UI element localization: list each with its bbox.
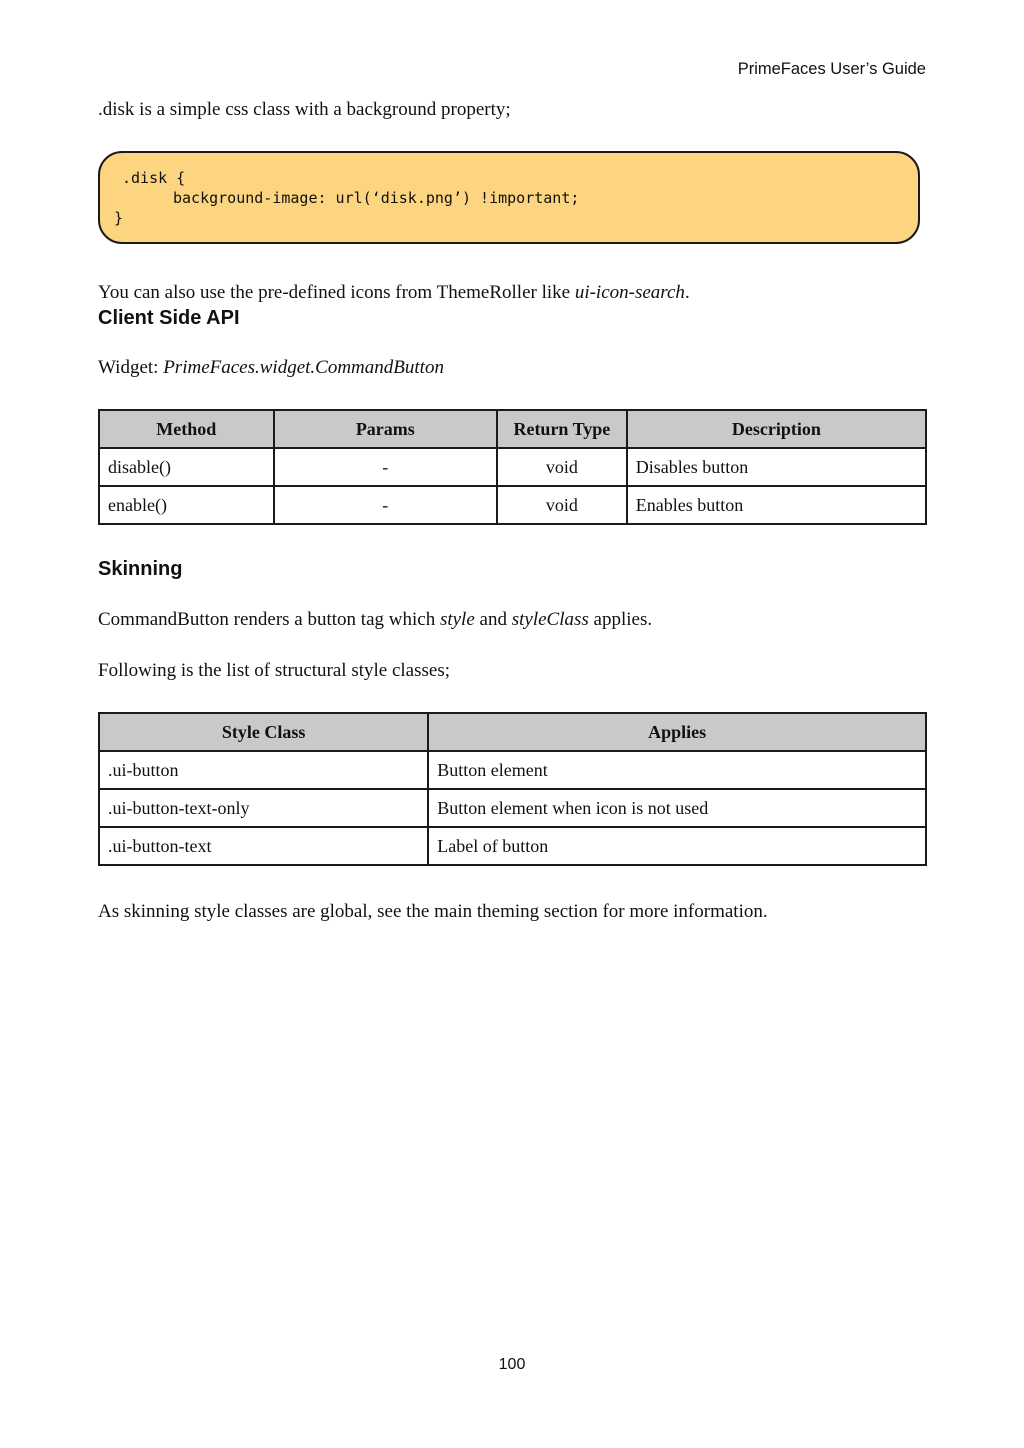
intro-text: .disk is a simple css class with a background property;	[98, 99, 511, 120]
page-header: PrimeFaces User’s Guide	[737, 60, 926, 78]
skinning-p1-a: CommandButton renders a button tag which	[98, 609, 440, 630]
skinning-paragraph-2: Following is the list of structural style classes;	[98, 660, 450, 681]
cell-params: -	[274, 448, 497, 486]
widget-label: Widget:	[98, 357, 164, 378]
skinning-p1-and: and	[474, 609, 512, 630]
cell-applies: Button element when icon is not used	[428, 789, 926, 827]
table-row	[99, 827, 926, 865]
themeroller-text	[98, 281, 690, 305]
client-api-heading: Client Side API	[98, 307, 240, 329]
table-row	[99, 486, 926, 524]
cell-applies: Label of button	[428, 827, 926, 865]
cell-style-class: .ui-button	[99, 751, 428, 789]
widget-name: PrimeFaces.widget.CommandButton	[163, 357, 444, 378]
skinning-paragraph-1	[98, 608, 652, 632]
table-header-row	[99, 713, 926, 751]
col-header-return-type: Return Type	[497, 410, 627, 448]
col-header-params: Params	[274, 410, 497, 448]
cell-method: enable()	[99, 486, 274, 524]
table-row	[99, 789, 926, 827]
cell-style-class: .ui-button-text-only	[99, 789, 428, 827]
cell-method: disable()	[99, 448, 274, 486]
themeroller-icon-name: ui-icon-search	[574, 282, 685, 303]
col-header-applies: Applies	[428, 713, 926, 751]
cell-description: Disables button	[627, 448, 926, 486]
skinning-p1-b: applies.	[588, 609, 653, 630]
code-line-3: }	[114, 209, 124, 227]
skinning-p1-styleclass: styleClass	[511, 609, 589, 630]
cell-description: Enables button	[627, 486, 926, 524]
page-number: 100	[498, 1356, 526, 1373]
table-row	[99, 448, 926, 486]
widget-text	[98, 356, 444, 380]
cell-return-type: void	[497, 448, 627, 486]
cell-style-class: .ui-button-text	[99, 827, 428, 865]
col-header-description: Description	[627, 410, 926, 448]
themeroller-text-after: .	[684, 282, 690, 303]
code-block	[98, 151, 920, 244]
skinning-p1-style: style	[439, 609, 475, 630]
skinning-paragraph-3: As skinning style classes are global, see the main theming section for more information.	[98, 901, 768, 922]
table-header-row	[99, 410, 926, 448]
code-line-2: background-image: url(‘disk.png’) !important;	[173, 189, 580, 207]
col-header-style-class: Style Class	[99, 713, 428, 751]
cell-params: -	[274, 486, 497, 524]
themeroller-text-before: You can also use the pre-defined icons from ThemeRoller like	[98, 282, 575, 303]
cell-applies: Button element	[428, 751, 926, 789]
col-header-method: Method	[99, 410, 274, 448]
code-line-1: .disk {	[122, 169, 186, 187]
cell-return-type: void	[497, 486, 627, 524]
client-api-table	[98, 409, 927, 525]
skinning-heading: Skinning	[98, 558, 183, 580]
table-row	[99, 751, 926, 789]
style-class-table	[98, 712, 927, 866]
